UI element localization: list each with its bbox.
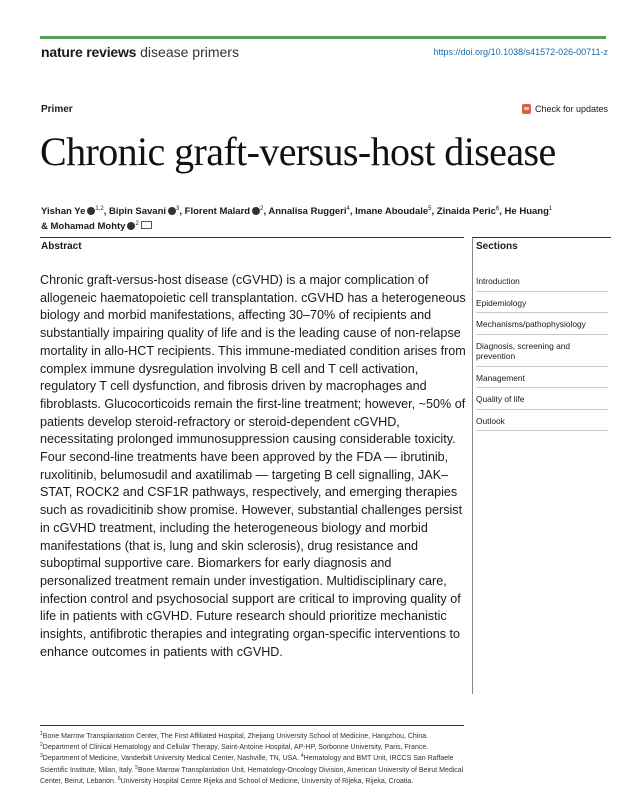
sections-list <box>476 276 608 437</box>
footnote-number: 4 <box>300 753 304 760</box>
orcid-icon[interactable] <box>252 207 260 215</box>
footnote-text: Bone Marrow Transplantation Unit, Hematology-Oncology Division, American University of Beirut Medical Center, Beirut, Lebanon. <box>40 766 464 785</box>
section-link-diagnosis[interactable]: Diagnosis, screening and prevention <box>476 341 608 367</box>
footnote-text: University Hospital Centre Rijeka and School of Medicine, University of Rijeka, Rijeka, Croatia. <box>120 777 414 785</box>
author-affiliation: 3 <box>176 206 180 212</box>
brand-bold-text: nature reviews <box>41 44 137 60</box>
author-name[interactable]: Yishan Ye <box>41 206 86 217</box>
author-name[interactable]: He Huang <box>504 206 549 217</box>
header-rule <box>40 36 606 39</box>
doi-link[interactable]: https://doi.org/10.1038/s41572-026-00711-z <box>433 47 608 57</box>
footnote-text: Bone Marrow Transplantation Center, The First Affiliated Hospital, Zhejiang University School of Medicine, Hangzhou, China. <box>42 733 429 740</box>
journal-brand[interactable] <box>41 44 239 60</box>
footnote-number: 2 <box>40 742 43 749</box>
author-affiliation: 2 <box>135 221 139 227</box>
brand-light-text: disease primers <box>140 44 239 60</box>
abstract-heading: Abstract <box>41 241 82 252</box>
section-link-epidemiology[interactable]: Epidemiology <box>476 298 608 314</box>
check-updates-label: Check for updates <box>534 104 608 114</box>
orcid-icon[interactable] <box>168 207 176 215</box>
article-type: Primer <box>41 104 73 115</box>
abstract-rule <box>40 237 464 238</box>
author-affiliation: 5 <box>428 206 432 212</box>
footnote-number: 3 <box>40 753 43 760</box>
author-affiliation: 1 <box>548 206 553 212</box>
section-link-management[interactable]: Management <box>476 373 608 389</box>
footnote-rule <box>40 725 464 726</box>
author-affiliation: 1,2 <box>95 206 104 212</box>
affiliation-footnotes <box>40 731 466 787</box>
author-affiliation: 4 <box>346 206 350 212</box>
footnote-number: 5 <box>135 764 138 771</box>
author-list: Yishan Ye $^{1,2}$, Bipin Savani $^3$, Florent Malard $^2$, Annalisa Ruggeri$^4$, Imane Aboudale$^5$, Zinaida Peric$^6$, He Huang$^1$ & Mohamad Mohty $^2$ <box>41 206 553 232</box>
check-updates-button[interactable] <box>522 104 608 114</box>
section-link-introduction[interactable]: Introduction <box>476 276 608 292</box>
abstract-body: Chronic graft-versus-host disease (cGVHD) is a major complication of allogeneic haematopoietic cell transplantation. cGVHD has a heterogeneous biology and morbid manifestations, affecting 30–70% of recipients and substantially impairing quality of life and is the leading cause of non-relapse mortality in allo-HCT recipients. This immune-mediated condition arises from complex immune dysregulation involving B cell and T cell activation, regulatory T cell dysfunction, and fibrosis driven by macrophages and fibroblasts. Glucocorticoids remain the first-line treatment; however, ~50% of patients develop steroid-refractory or steroid-dependent cGVHD, necessitating prolonged immunosuppression causing considerable toxicity. Four second-line treatments have been approved by the FDA — ibrutinib, ruxolitinib, belumosudil and axatilimab — targeting B cell signalling, JAK–STAT, ROCK2 and CSF1R pathways, respectively, and emerging therapies such as rovadicitinib show promise. However, substantial challenges persist in cGVHD treatment, including the heterogeneous biology and morbid manifestations (that is, lung and skin sclerosis), drug resistance and suboptimal supportive care. Biomarkers for early diagnosis and personalized treatment remain under investigation. Multidisciplinary care, infection control and psychosocial support are critical to improving quality of life in patients with cGVHD. Future research should prioritize mechanistic insights, antifibrotic therapies and integrating organ-specific interventions to enhance outcomes in patients with cGVHD. <box>40 273 466 659</box>
footnote-number: 6 <box>117 775 121 782</box>
author-affiliation: 6 <box>495 206 500 212</box>
author-name[interactable]: Mohamad Mohty <box>50 221 126 232</box>
section-link-quality-of-life[interactable]: Quality of life <box>476 394 608 410</box>
check-updates-icon <box>522 104 531 114</box>
mail-icon[interactable] <box>141 221 152 229</box>
footnote-text: Department of Medicine, Vanderbilt University Medical Center, Nashville, TN, USA. <box>42 755 299 763</box>
footnote-number: 1 <box>40 731 43 737</box>
article-title: Chronic graft-versus-host disease <box>40 129 556 174</box>
section-link-mechanisms[interactable]: Mechanisms/pathophysiology <box>476 319 608 335</box>
footnote-text: Department of Clinical Hematology and Cellular Therapy, Saint-Antoine Hospital, AP-HP, Sorbonne University, Paris, France. <box>42 744 429 752</box>
author-name[interactable]: Zinaida Peric <box>436 206 496 217</box>
author-name[interactable]: Annalisa Ruggeri <box>268 206 347 217</box>
section-link-outlook[interactable]: Outlook <box>476 416 608 432</box>
footnote-text: Hematology and BMT Unit, IRCCS San Raffaele Scientific Institute, Milan, Italy. <box>40 755 454 774</box>
author-affiliation: 2 <box>260 206 264 212</box>
author-name[interactable]: Bipin Savani <box>109 206 167 217</box>
author-name[interactable]: Imane Aboudale <box>355 206 429 217</box>
author-name[interactable]: Florent Malard <box>184 206 251 217</box>
sections-heading: Sections <box>476 241 518 252</box>
